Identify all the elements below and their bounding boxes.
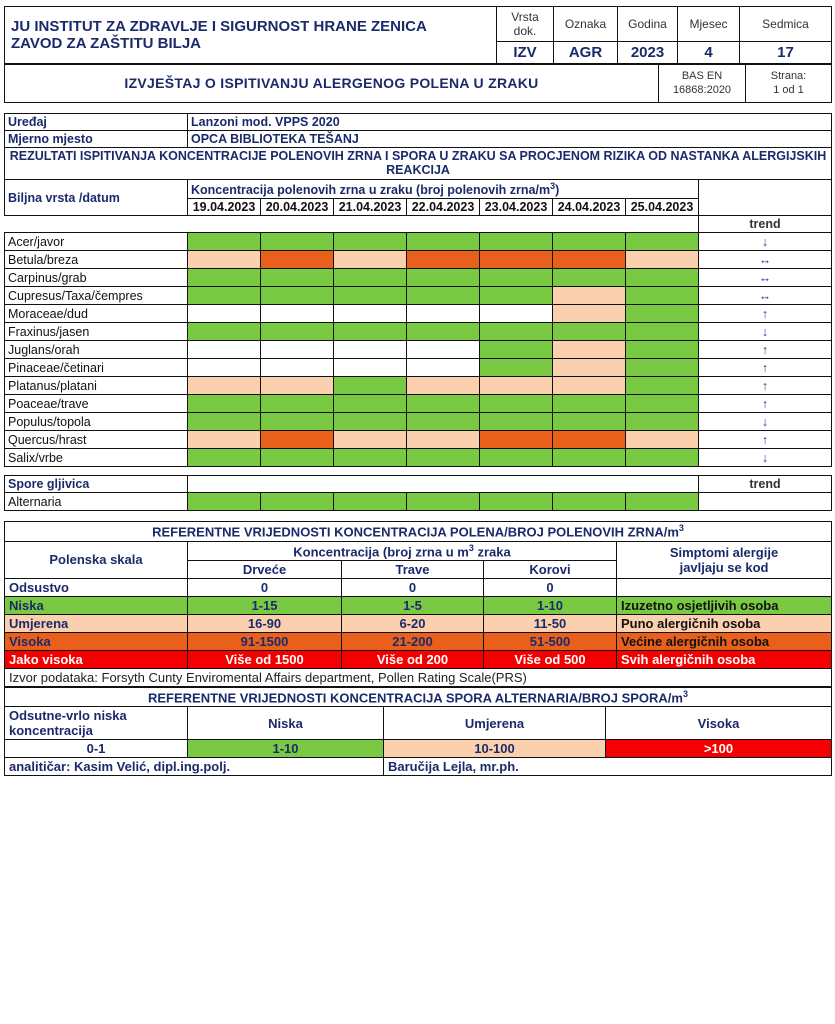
reference-pollen-banner	[5, 522, 832, 541]
date-header-6: 25.04.2023	[626, 199, 699, 216]
spores-value-1: 1-10	[188, 740, 384, 758]
concentration-cell	[626, 359, 699, 377]
concentration-cell	[334, 305, 407, 323]
report-title: IZVJEŠTAJ O ISPITIVANJU ALERGENOG POLENA U ZRAKU	[5, 65, 659, 103]
concentration-cell	[261, 323, 334, 341]
concentration-cell	[480, 359, 553, 377]
reference-value-trave: 1-5	[342, 596, 484, 614]
concentration-cell	[480, 287, 553, 305]
concentration-cell	[261, 413, 334, 431]
reference-row	[5, 596, 832, 614]
spores-col4-header: Visoka	[606, 707, 832, 740]
reference-value-drvece: 0	[188, 578, 342, 596]
header-gap	[4, 103, 831, 113]
table-row	[5, 359, 832, 377]
trend-arrow-icon: ↔	[699, 251, 832, 269]
reference-value-trave: 21-200	[342, 632, 484, 650]
concentration-cell	[626, 323, 699, 341]
species-name: Quercus/hrast	[5, 431, 188, 449]
concentration-cell	[553, 449, 626, 467]
reference-spores-banner-text: REFERENTNE VRIJEDNOSTI KONCENTRACIJA SPORA ALTERNARIA/BROJ SPORA/m	[148, 690, 683, 706]
reference-value-drvece: Više od 1500	[188, 650, 342, 668]
concentration-cell	[261, 359, 334, 377]
header-label-oznaka: Oznaka	[554, 7, 618, 42]
table-row	[5, 251, 832, 269]
spore-concentration-cell	[626, 493, 699, 511]
concentration-cell	[334, 377, 407, 395]
concentration-cell	[407, 413, 480, 431]
spores-value-3: >100	[606, 740, 832, 758]
concentration-cell	[334, 413, 407, 431]
table-row	[5, 493, 832, 511]
table-row	[5, 269, 832, 287]
trend-arrow-icon: ↑	[699, 431, 832, 449]
reference-row	[5, 578, 832, 596]
spore-concentration-cell	[553, 493, 626, 511]
institution-line1: JU INSTITUT ZA ZDRAVLJE I SIGURNOST HRANE ZENICA	[11, 17, 427, 35]
table-row	[5, 323, 832, 341]
document-header	[4, 6, 832, 64]
concentration-cell	[480, 431, 553, 449]
reference-pollen-banner-sup: 3	[678, 523, 684, 534]
concentration-cell	[188, 413, 261, 431]
concentration-cell	[480, 251, 553, 269]
scale-label: Jako visoka	[5, 650, 188, 668]
reference-spores-banner	[5, 687, 832, 706]
concentration-ref-text: Koncentracija (broj zrna u m	[293, 543, 469, 559]
concentration-cell	[188, 377, 261, 395]
concentration-cell	[188, 251, 261, 269]
symptoms-column-header	[617, 541, 832, 578]
reference-value-korovi: 11-50	[484, 614, 617, 632]
table-row	[5, 413, 832, 431]
reference-pollen-banner-text: REFERENTNE VRIJEDNOSTI KONCENTRACIJA POLENA/BROJ POLENOVIH ZRNA/m	[152, 524, 679, 540]
concentration-cell	[626, 431, 699, 449]
spores-value-2: 10-100	[384, 740, 606, 758]
date-header-1: 20.04.2023	[261, 199, 334, 216]
table-row	[5, 449, 832, 467]
spores-col1-header	[5, 707, 188, 740]
species-name: Populus/topola	[5, 413, 188, 431]
concentration-cell	[480, 377, 553, 395]
species-name: Salix/vrbe	[5, 449, 188, 467]
concentration-cell	[407, 269, 480, 287]
subcol-drvece: Drveće	[188, 560, 342, 578]
spores-header-blank	[188, 476, 699, 493]
spores-trend-label: trend	[699, 476, 832, 493]
table-row	[5, 305, 832, 323]
trend-arrow-icon: ↑	[699, 305, 832, 323]
species-column-header: Biljna vrsta /datum	[5, 180, 188, 216]
subcol-trave: Trave	[342, 560, 484, 578]
reference-row	[5, 632, 832, 650]
institution-line2: ZAVOD ZA ZAŠTITU BILJA	[11, 35, 201, 52]
concentration-cell	[407, 341, 480, 359]
analyst-line: analitičar: Kasim Velić, dipl.ing.polj.	[5, 758, 384, 776]
species-name: Fraxinus/jasen	[5, 323, 188, 341]
species-name: Poaceae/trave	[5, 395, 188, 413]
concentration-cell	[553, 305, 626, 323]
concentration-cell	[626, 395, 699, 413]
table-row	[5, 233, 832, 251]
date-header-3: 22.04.2023	[407, 199, 480, 216]
concentration-cell	[407, 233, 480, 251]
device-value: Lanzoni mod. VPPS 2020	[188, 113, 832, 130]
header-label-sedmica: Sedmica	[740, 7, 832, 42]
concentration-cell	[626, 449, 699, 467]
page-indicator	[746, 65, 832, 103]
concentration-cell	[407, 323, 480, 341]
concentration-cell	[188, 269, 261, 287]
species-name: Moraceae/dud	[5, 305, 188, 323]
concentration-cell	[407, 359, 480, 377]
concentration-cell	[626, 233, 699, 251]
spores-value-0: 0-1	[5, 740, 188, 758]
symptoms-text: Većine alergičnih osoba	[617, 632, 832, 650]
concentration-cell	[480, 413, 553, 431]
header-value-godina: 2023	[618, 42, 678, 64]
concentration-cell	[334, 287, 407, 305]
species-name: Juglans/orah	[5, 341, 188, 359]
institution-block	[5, 7, 497, 64]
reference-value-drvece: 91-1500	[188, 632, 342, 650]
results-banner: REZULTATI ISPITIVANJA KONCENTRACIJE POLENOVIH ZRNA I SPORA U ZRAKU SA PROCJENOM RIZIKA OD NASTANKA ALERGIJSKIH REAKCIJA	[5, 147, 832, 180]
reference-value-drvece: 16-90	[188, 614, 342, 632]
concentration-cell	[553, 431, 626, 449]
species-rows	[5, 233, 832, 467]
concentration-cell	[626, 269, 699, 287]
scale-label: Niska	[5, 596, 188, 614]
signer-line: Baručija Lejla, mr.ph.	[384, 758, 832, 776]
concentration-cell	[334, 251, 407, 269]
concentration-cell	[407, 449, 480, 467]
table-row	[5, 377, 832, 395]
table-row	[5, 287, 832, 305]
symptoms-text: Puno alergičnih osoba	[617, 614, 832, 632]
spores-col3-header: Umjerena	[384, 707, 606, 740]
concentration-cell	[480, 269, 553, 287]
concentration-cell	[480, 341, 553, 359]
concentration-cell	[480, 305, 553, 323]
concentration-cell	[188, 359, 261, 377]
concentration-cell	[334, 431, 407, 449]
reference-pollen-rows	[5, 578, 832, 668]
site-value: OPCA BIBLIOTEKA TEŠANJ	[188, 130, 832, 147]
concentration-cell	[407, 251, 480, 269]
scale-column-header: Polenska skala	[5, 541, 188, 578]
trend-arrow-icon: ↓	[699, 233, 832, 251]
spore-trend-arrow-icon	[699, 493, 832, 511]
concentration-cell	[334, 233, 407, 251]
trend-arrow-icon: ↑	[699, 359, 832, 377]
concentration-cell	[334, 395, 407, 413]
date-header-2: 21.04.2023	[334, 199, 407, 216]
concentration-cell	[261, 395, 334, 413]
concentration-cell	[553, 359, 626, 377]
concentration-cell	[626, 341, 699, 359]
scale-label: Umjerena	[5, 614, 188, 632]
concentration-cell	[480, 395, 553, 413]
document-subheader	[4, 64, 832, 103]
trend-column-header	[699, 180, 832, 216]
header-value-sedmica: 17	[740, 42, 832, 64]
concentration-cell	[407, 305, 480, 323]
reference-value-trave: 6-20	[342, 614, 484, 632]
concentration-cell	[553, 287, 626, 305]
trend-arrow-icon: ↓	[699, 323, 832, 341]
concentration-header-sup: 3	[550, 181, 556, 192]
header-label-vrsta-dok: Vrsta dok.	[497, 7, 554, 42]
reference-value-korovi: 0	[484, 578, 617, 596]
species-name: Cupresus/Taxa/čempres	[5, 287, 188, 305]
concentration-cell	[188, 341, 261, 359]
spores-col1-l1: Odsutne-vrlo niska	[9, 708, 127, 724]
reference-pollen-table	[4, 521, 832, 687]
header-value-mjesec: 4	[678, 42, 740, 64]
concentration-cell	[188, 287, 261, 305]
concentration-cell	[407, 431, 480, 449]
concentration-cell	[480, 233, 553, 251]
concentration-cell	[626, 305, 699, 323]
device-label: Uređaj	[5, 113, 188, 130]
trend-arrow-icon: ↔	[699, 269, 832, 287]
concentration-cell	[261, 269, 334, 287]
spore-concentration-cell	[407, 493, 480, 511]
reference-value-trave: Više od 200	[342, 650, 484, 668]
symptoms-text	[617, 578, 832, 596]
header-label-mjesec: Mjesec	[678, 7, 740, 42]
concentration-cell	[261, 251, 334, 269]
concentration-cell	[334, 341, 407, 359]
concentration-cell	[553, 323, 626, 341]
concentration-cell	[261, 341, 334, 359]
site-label: Mjerno mjesto	[5, 130, 188, 147]
trend-arrow-icon: ↑	[699, 395, 832, 413]
header-value-vrsta-dok: IZV	[497, 42, 554, 64]
concentration-column-header	[188, 180, 699, 199]
scale-label: Odsustvo	[5, 578, 188, 596]
spores-header: Spore gljivica	[5, 476, 188, 493]
reference-value-korovi: Više od 500	[484, 650, 617, 668]
table-row	[5, 431, 832, 449]
concentration-cell	[261, 233, 334, 251]
spore-concentration-cell	[334, 493, 407, 511]
reference-value-korovi: 1-10	[484, 596, 617, 614]
header-label-godina: Godina	[618, 7, 678, 42]
species-name: Carpinus/grab	[5, 269, 188, 287]
trend-arrow-icon: ↑	[699, 341, 832, 359]
concentration-cell	[261, 449, 334, 467]
concentration-cell	[407, 395, 480, 413]
concentration-cell	[553, 377, 626, 395]
header-value-oznaka: AGR	[554, 42, 618, 64]
concentration-cell	[261, 431, 334, 449]
concentration-cell	[553, 341, 626, 359]
concentration-cell	[261, 305, 334, 323]
spacer-cell-2	[188, 216, 699, 233]
concentration-header-end: )	[555, 183, 560, 198]
date-header-5: 24.04.2023	[553, 199, 626, 216]
reference-value-trave: 0	[342, 578, 484, 596]
spacer-cell	[5, 216, 188, 233]
spore-concentration-cell	[480, 493, 553, 511]
species-name: Platanus/platani	[5, 377, 188, 395]
results-table	[4, 113, 832, 468]
symptoms-header-l1: Simptomi alergije	[669, 544, 779, 560]
scale-label: Visoka	[5, 632, 188, 650]
concentration-cell	[334, 269, 407, 287]
reference-spores-banner-sup: 3	[682, 688, 688, 699]
table-row	[5, 341, 832, 359]
concentration-header-text: Koncentracija polenovih zrna u zraku (broj polenovih zrna/m	[191, 183, 551, 198]
trend-arrow-icon: ↓	[699, 449, 832, 467]
concentration-cell	[626, 251, 699, 269]
date-header-4: 23.04.2023	[480, 199, 553, 216]
reference-row	[5, 650, 832, 668]
concentration-cell	[407, 377, 480, 395]
concentration-cell	[188, 305, 261, 323]
concentration-cell	[553, 233, 626, 251]
concentration-cell	[261, 287, 334, 305]
concentration-cell	[188, 395, 261, 413]
reference-value-korovi: 51-500	[484, 632, 617, 650]
concentration-cell	[553, 413, 626, 431]
concentration-cell	[188, 233, 261, 251]
trend-arrow-icon: ↓	[699, 413, 832, 431]
reference-value-drvece: 1-15	[188, 596, 342, 614]
species-name: Pinaceae/četinari	[5, 359, 188, 377]
species-name: Betula/breza	[5, 251, 188, 269]
concentration-cell	[407, 287, 480, 305]
concentration-cell	[553, 269, 626, 287]
spores-col1-l2: koncentracija	[9, 723, 93, 739]
spore-concentration-cell	[188, 493, 261, 511]
page-label: Strana:	[770, 70, 807, 82]
concentration-cell	[480, 323, 553, 341]
concentration-cell	[626, 377, 699, 395]
concentration-cell	[626, 287, 699, 305]
trend-arrow-icon: ↔	[699, 287, 832, 305]
concentration-cell	[334, 359, 407, 377]
spores-table	[4, 475, 832, 511]
concentration-cell	[188, 323, 261, 341]
symptoms-text: Izuzetno osjetljivih osoba	[617, 596, 832, 614]
spores-col2-header: Niska	[188, 707, 384, 740]
reference-row	[5, 614, 832, 632]
page-value: 1 od 1	[773, 84, 804, 97]
standard-ref: BAS EN 16868:2020	[659, 65, 746, 103]
concentration-cell	[480, 449, 553, 467]
concentration-cell	[626, 413, 699, 431]
reference-source: Izvor podataka: Forsyth Cunty Enviromental Affairs department, Pollen Rating Scale(PRS)	[5, 668, 832, 686]
concentration-cell	[553, 395, 626, 413]
spore-name: Alternaria	[5, 493, 188, 511]
concentration-ref-end: zraka	[473, 543, 511, 559]
trend-arrow-icon: ↑	[699, 377, 832, 395]
spores-rows	[5, 493, 832, 511]
symptoms-text: Svih alergičnih osoba	[617, 650, 832, 668]
concentration-cell	[334, 323, 407, 341]
concentration-cell	[188, 449, 261, 467]
trend-label: trend	[699, 216, 832, 233]
concentration-cell	[553, 251, 626, 269]
concentration-ref-header	[188, 541, 617, 560]
spore-concentration-cell	[261, 493, 334, 511]
date-header-0: 19.04.2023	[188, 199, 261, 216]
reference-spores-table	[4, 687, 832, 776]
concentration-cell	[188, 431, 261, 449]
symptoms-header-l2: javljaju se kod	[679, 559, 769, 575]
concentration-ref-sup: 3	[468, 542, 474, 553]
species-name: Acer/javor	[5, 233, 188, 251]
table-row	[5, 395, 832, 413]
concentration-cell	[261, 377, 334, 395]
concentration-cell	[334, 449, 407, 467]
subcol-korovi: Korovi	[484, 560, 617, 578]
